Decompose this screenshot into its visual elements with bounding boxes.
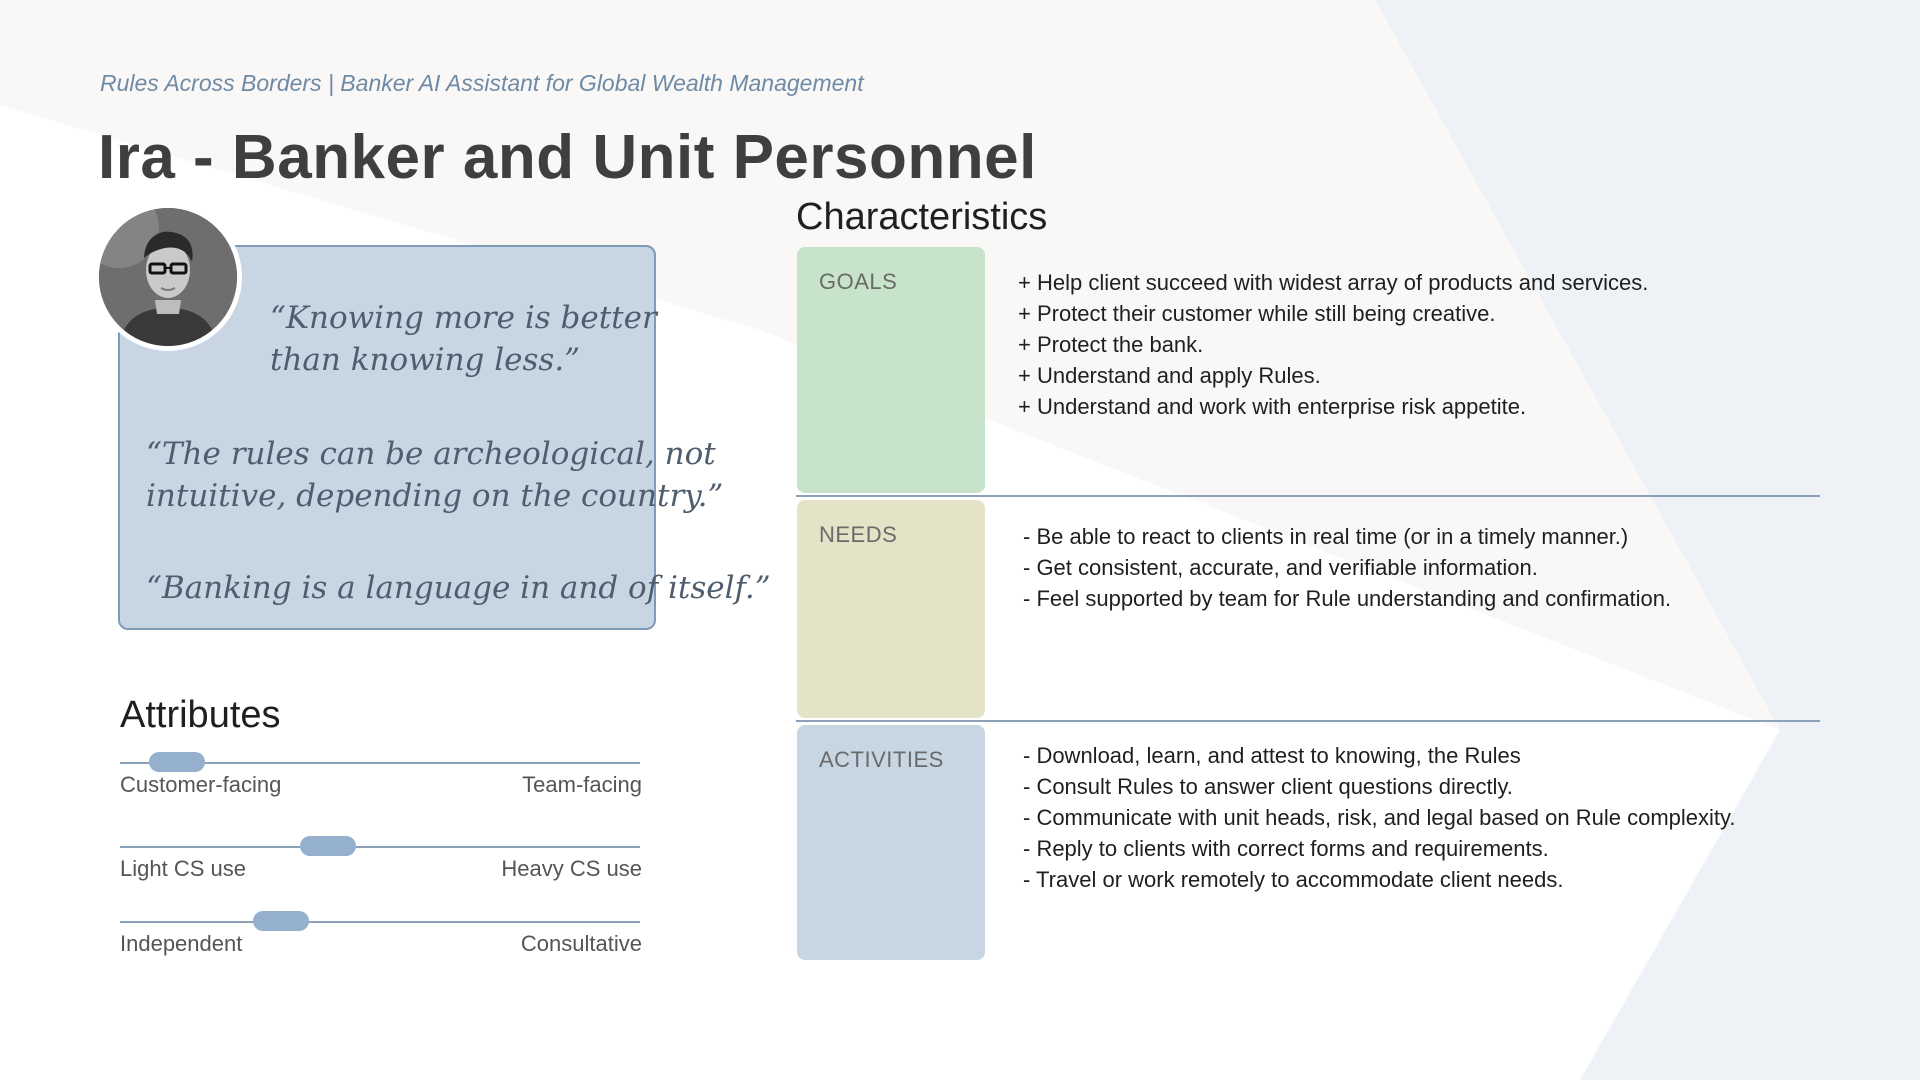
breadcrumb: Rules Across Borders | Banker AI Assistant for Global Wealth Management bbox=[100, 70, 864, 96]
slider-right-label: Heavy CS use bbox=[501, 856, 642, 881]
quote-line: “Banking is a language in and of itself.” bbox=[146, 570, 771, 606]
list-item: + Understand and work with enterprise risk appetite. bbox=[1018, 394, 1527, 419]
list-item: - Reply to clients with correct forms and requirements. bbox=[1023, 836, 1549, 861]
list-item: + Understand and apply Rules. bbox=[1018, 363, 1321, 388]
quote-line: than knowing less.” bbox=[270, 342, 581, 378]
list-item: - Travel or work remotely to accommodate client needs. bbox=[1023, 867, 1564, 892]
list-item: + Help client succeed with widest array of products and services. bbox=[1018, 270, 1649, 295]
slider-thumb[interactable] bbox=[149, 752, 205, 772]
list-item: - Consult Rules to answer client questions directly. bbox=[1023, 774, 1513, 799]
slider-track bbox=[120, 921, 640, 923]
slider-track bbox=[120, 846, 640, 848]
slider-left-label: Customer-facing bbox=[120, 772, 282, 797]
quote-3 bbox=[146, 567, 771, 609]
quote-line: “Knowing more is better bbox=[270, 300, 657, 336]
quote-2 bbox=[146, 433, 723, 517]
divider bbox=[796, 720, 1820, 722]
quote-1 bbox=[270, 297, 657, 381]
slider-left-label: Light CS use bbox=[120, 856, 246, 881]
divider bbox=[796, 495, 1820, 497]
slider-thumb[interactable] bbox=[253, 911, 309, 931]
slider-right-label: Consultative bbox=[520, 931, 642, 956]
quote-line: “The rules can be archeological, not bbox=[146, 436, 716, 472]
activities-tag: ACTIVITIES bbox=[797, 725, 985, 960]
goals-tag: GOALS bbox=[797, 247, 985, 493]
needs-tag: NEEDS bbox=[797, 500, 985, 718]
needs-list bbox=[1023, 521, 1671, 614]
list-item: + Protect their customer while still being creative. bbox=[1018, 301, 1496, 326]
persona-portrait-icon bbox=[99, 208, 237, 346]
page-title: Ira - Banker and Unit Personnel bbox=[98, 123, 1037, 192]
list-item: + Protect the bank. bbox=[1018, 332, 1204, 357]
goals-list bbox=[1018, 267, 1648, 422]
list-item: - Communicate with unit heads, risk, and legal based on Rule complexity. bbox=[1023, 805, 1736, 830]
slider-right-label: Team-facing bbox=[522, 772, 642, 797]
quote-line: intuitive, depending on the country.” bbox=[146, 478, 724, 514]
list-item: - Download, learn, and attest to knowing, the Rules bbox=[1023, 743, 1521, 768]
list-item: - Feel supported by team for Rule understanding and confirmation. bbox=[1023, 586, 1672, 611]
slider-left-label: Independent bbox=[120, 931, 243, 956]
characteristics-title: Characteristics bbox=[796, 196, 1048, 238]
avatar bbox=[94, 203, 242, 351]
list-item: - Be able to react to clients in real time (or in a timely manner.) bbox=[1023, 524, 1629, 549]
attributes-title: Attributes bbox=[120, 694, 281, 736]
list-item: - Get consistent, accurate, and verifiable information. bbox=[1023, 555, 1538, 580]
slider-thumb[interactable] bbox=[300, 836, 356, 856]
activities-list bbox=[1023, 740, 1736, 895]
